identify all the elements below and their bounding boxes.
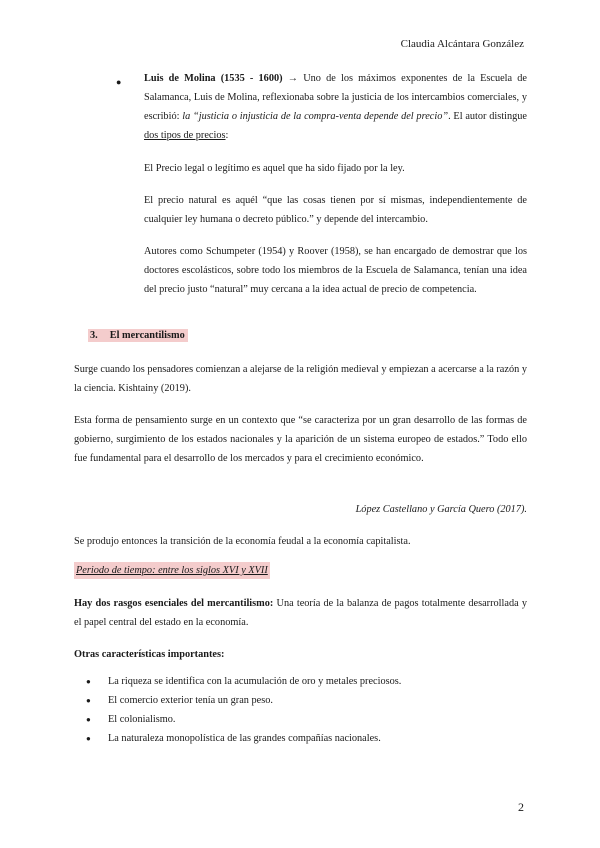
legal-price-text: El Precio legal o legítimo es aquel que ha sido fijado por la ley. xyxy=(144,163,405,174)
list-item: ● El colonialismo. xyxy=(86,710,401,729)
paragraph-context: Esta forma de pensamiento surge en un contexto que “se caracteriza por un gran desarrollo de las formas de gobierno, surgimiento de los estados nacionales y la aparición de un sistema europeo de estados.” Todo ello fue fundamental para el desarrollo de los mercados y para el crecimiento económico. xyxy=(74,415,527,464)
header-author: Claudia Alcántara González xyxy=(400,38,524,50)
section-title: El mercantilismo xyxy=(109,330,185,341)
arrow-icon: → xyxy=(282,73,304,84)
price-types-link: dos tipos de precios xyxy=(144,130,226,141)
molina-paragraph xyxy=(144,69,527,145)
period-highlight: Periodo de tiempo: entre los siglos XVI y XVII xyxy=(74,562,270,579)
features-list xyxy=(86,672,401,748)
bullet-icon: ● xyxy=(116,77,122,87)
paragraph-transition: Se produjo entonces la transición de la economía feudal a la economía capitalista. xyxy=(74,536,411,547)
page-number: 2 xyxy=(518,800,524,814)
molina-colon: : xyxy=(225,130,229,141)
natural-price-text: El precio natural es aquél “que las cosas tienen por sí mismas, independientemente de cualquier ley humana o decreto público.” y depende del intercambio. xyxy=(144,195,527,225)
traits-bold: Hay dos rasgos esenciales del mercantilismo: xyxy=(74,598,274,609)
authors-note: Autores como Schumpeter (1954) y Roover (1958), se han encargado de demostrar que los doctores escolásticos, sobre todo los miembros de la Escuela de Salamanca, tenían una idea del precio justo “natural” muy cercana a la idea actual de precio de competencia. xyxy=(144,246,527,295)
section-heading xyxy=(88,328,188,344)
citation: López Castellano y García Quero (2017). xyxy=(355,504,527,515)
molina-after-quote: . El autor distingue xyxy=(448,111,528,122)
molina-quote: la “justicia o injusticia de la compra-venta depende del precio” xyxy=(182,111,449,122)
traits-text: Una teoría de la balanza de pagos totalmente desarrollada y el papel central del estado en la economía. xyxy=(74,598,527,628)
other-heading: Otras características importantes: xyxy=(74,649,225,660)
paragraph-origin: Surge cuando los pensadores comienzan a alejarse de la religión medieval y empiezan a acercarse a la razón y la ciencia. Kishtainy (2019). xyxy=(74,364,527,394)
list-item: ● La riqueza se identifica con la acumulación de oro y metales preciosos. xyxy=(86,672,401,691)
molina-name: Luis de Molina (1535 - 1600) xyxy=(144,73,283,84)
molina-intro: Uno de los máximos exponentes de la Escuela de Salamanca, Luis de Molina, reflexionaba sobre la justicia de los intercambios comerciales, y escribió: xyxy=(144,73,527,122)
section-number: 3. xyxy=(90,330,98,341)
list-item: ● La naturaleza monopolística de las grandes compañías nacionales. xyxy=(86,729,401,748)
traits-paragraph xyxy=(74,594,527,632)
list-item: ● El comercio exterior tenía un gran peso. xyxy=(86,691,401,710)
